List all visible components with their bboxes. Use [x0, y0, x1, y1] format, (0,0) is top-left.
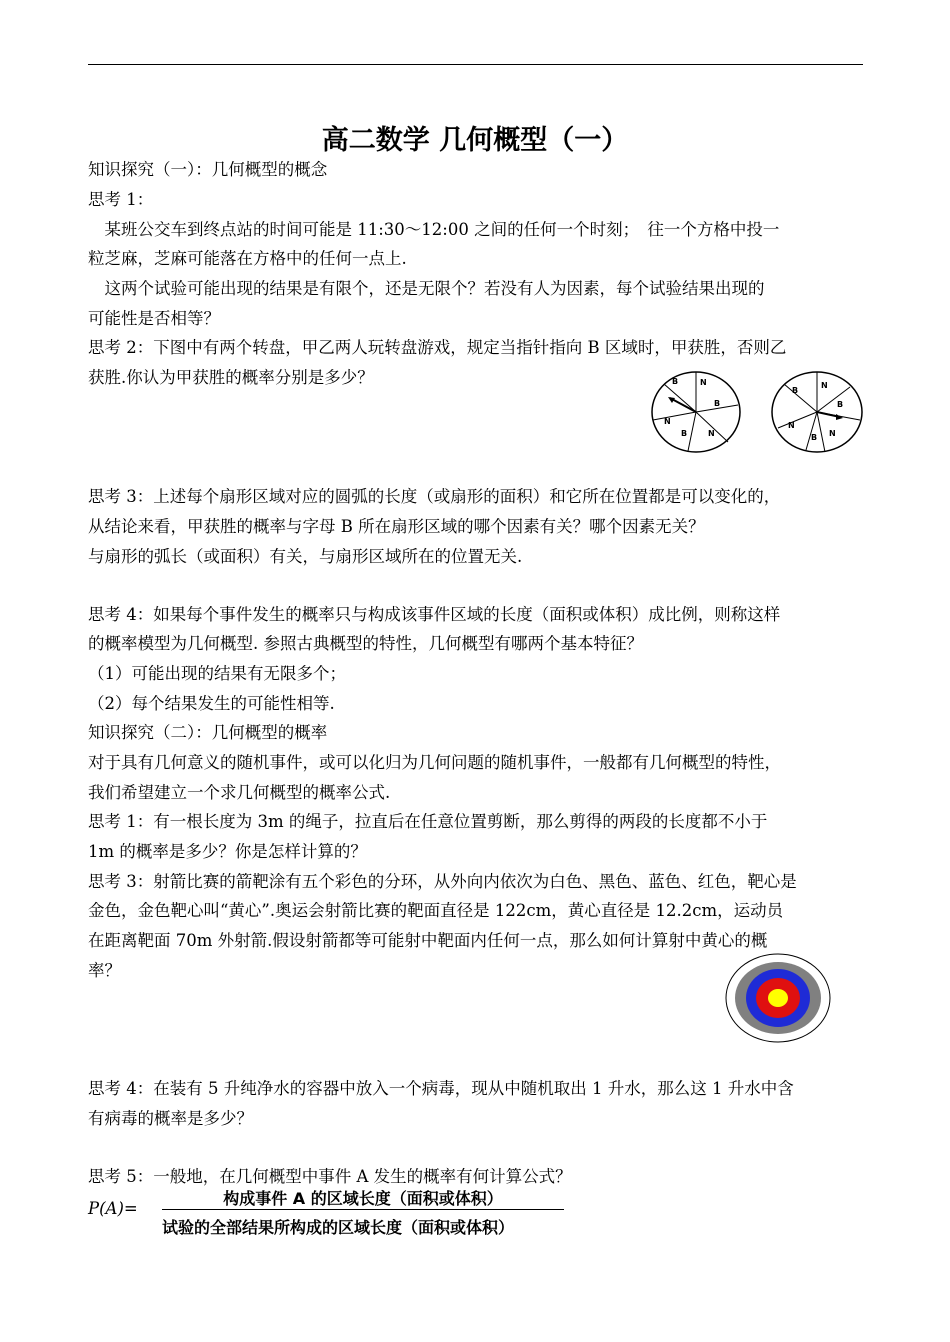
wheel-label: N	[829, 429, 836, 438]
text-line: 某班公交车到终点站的时间可能是 11:30～12:00 之间的任何一个时刻； 往一个方格中投一	[88, 220, 780, 239]
text-line: 思考 3：上述每个扇形区域对应的圆弧的长度（或扇形的面积）和它所在位置都是可以变化的，	[88, 487, 781, 506]
text-line: 对于具有几何意义的随机事件，或可以化归为几何问题的随机事件，一般都有几何概型的特性，	[88, 753, 781, 772]
text-line: 思考 5：一般地，在几何概型中事件 A 发生的概率有何计算公式？	[88, 1167, 572, 1186]
text-line: 思考 1：	[88, 190, 154, 209]
formula-lhs: P(A)=	[88, 1199, 138, 1218]
text-line: 1m 的概率是多少？你是怎样计算的？	[88, 842, 367, 861]
header-rule	[88, 64, 863, 65]
wheel-label: B	[681, 429, 688, 438]
formula-numerator: 构成事件 A 的区域长度（面积或体积）	[223, 1189, 503, 1208]
wheel-label: B	[792, 386, 799, 395]
text-line: 在距离靶面 70m 外射箭.假设射箭都等可能射中靶面内任何一点，那么如何计算射中黄心的概	[88, 931, 768, 950]
text-line: 金色，金色靶心叫“黄心”.奥运会射箭比赛的靶面直径是 122cm，黄心直径是 12.2cm，运动员	[88, 901, 784, 920]
wheel-label: B	[672, 377, 679, 386]
fraction-bar	[162, 1209, 564, 1210]
text-line: 思考 4：如果每个事件发生的概率只与构成该事件区域的长度（面积或体积）成比例，则称这样	[88, 605, 781, 624]
text-line: 获胜.你认为甲获胜的概率分别是多少？	[88, 368, 374, 387]
spinner-wheel-right	[770, 370, 864, 454]
text-line: 思考 1：有一根长度为 3m 的绳子，拉直后在任意位置剪断，那么剪得的两段的长度都不小于	[88, 812, 768, 831]
wheel-label: N	[664, 417, 671, 426]
text-line: 思考 4：在装有 5 升纯净水的容器中放入一个病毒，现从中随机取出 1 升水，那么这 1 升水中含	[88, 1079, 794, 1098]
text-line: 思考 3：射箭比赛的箭靶涂有五个彩色的分环，从外向内依次为白色、黑色、蓝色、红色，靶心是	[88, 872, 797, 891]
section-heading-2: 知识探究（二）：几何概型的概率	[88, 723, 328, 742]
page-title: 高二数学 几何概型（一）	[321, 125, 629, 156]
text-line: 我们希望建立一个求几何概型的概率公式.	[88, 783, 391, 802]
wheel-label: B	[714, 399, 721, 408]
text-line: （2）每个结果发生的可能性相等.	[88, 694, 335, 713]
spinner-wheel-left	[650, 370, 742, 454]
text-line: 率？	[88, 961, 121, 980]
text-line: 有病毒的概率是多少？	[88, 1109, 253, 1128]
text-line: 从结论来看，甲获胜的概率与字母 B 所在扇形区域的哪个因素有关？哪个因素无关？	[88, 517, 705, 536]
text-line: 可能性是否相等？	[88, 309, 220, 328]
wheel-label: B	[811, 433, 818, 442]
wheel-label: N	[821, 381, 828, 390]
formula-denominator: 试验的全部结果所构成的区域长度（面积或体积）	[162, 1218, 515, 1237]
wheel-label: N	[708, 429, 715, 438]
text-line: （1）可能出现的结果有无限多个；	[88, 664, 346, 683]
text-line: 粒芝麻，芝麻可能落在方格中的任何一点上.	[88, 249, 407, 268]
text-line: 思考 2：下图中有两个转盘，甲乙两人玩转盘游戏，规定当指针指向 B 区域时，甲获胜，否则乙	[88, 338, 787, 357]
wheel-label: B	[837, 400, 844, 409]
archery-target	[724, 952, 832, 1044]
text-line: 的概率模型为几何概型. 参照古典概型的特性，几何概型有哪两个基本特征？	[88, 634, 643, 653]
wheel-label: N	[700, 378, 707, 387]
text-line: 这两个试验可能出现的结果是有限个，还是无限个？若没有人为因素，每个试验结果出现的	[88, 279, 765, 298]
section-heading-1: 知识探究（一）：几何概型的概念	[88, 160, 328, 179]
text-line: 与扇形的弧长（或面积）有关，与扇形区域所在的位置无关.	[88, 547, 523, 566]
wheel-label: N	[788, 421, 795, 430]
